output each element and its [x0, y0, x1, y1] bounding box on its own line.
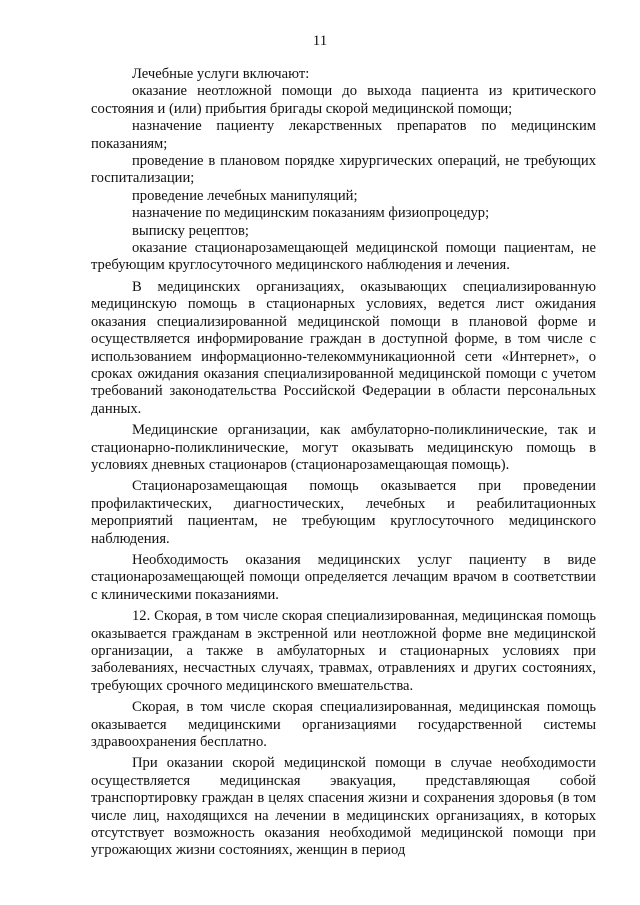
document-body	[91, 66, 596, 860]
paragraph-inpatient-replacement: Стационарозамещающая помощь оказывается при проведении профилактических, диагностических, лечебных и реабилитационных мероприятий пациентам, не требующим круглосуточного медицинского наблюдения.	[91, 478, 596, 547]
paragraph-manipulations: проведение лечебных манипуляций;	[132, 187, 358, 204]
paragraph-day-hospitals: Медицинские организации, как амбулаторно-поликлинические, так и стационарно-поликлинические, могут оказывать медицинскую помощь в условиях дневных стационаров (стационарозамещающая помощь).	[91, 422, 596, 473]
paragraph-day-care: оказание стационарозамещающей медицинской помощи пациентам, не требующим круглосуточного медицинского наблюдения и лечения.	[91, 240, 596, 274]
paragraph-emergency-aid: оказание неотложной помощи до выхода пациента из критического состояния и (или) прибытия бригады скорой медицинской помощи;	[91, 83, 596, 117]
paragraph-waiting-list: В медицинских организациях, оказывающих специализированную медицинскую помощь в стационарных условиях, ведется лист ожидания оказания специализированной медицинской помощи в плановой форме и осуществляется информирование граждан в доступной форме, в том числе с использованием информационно-телекоммуникационной сети «Интернет», о сроках ожидания оказания специализированной медицинской помощи с учетом требований законодательства Российской Федерации в области персональных данных.	[91, 278, 596, 417]
paragraph-necessity: Необходимость оказания медицинских услуг пациенту в виде стационарозамещающей помощи определяется лечащим врачом в соответствии с клиническими показаниями.	[91, 551, 596, 603]
paragraph-ambulance-free: Скорая, в том числе скорая специализированная, медицинская помощь оказывается медицинскими организациями государственной системы здравоохранения бесплатно.	[91, 699, 596, 751]
paragraph-prescriptions: выписку рецептов;	[132, 222, 249, 239]
paragraph-section-12: 12. Скорая, в том числе скорая специализированная, медицинская помощь оказывается гражданам в экстренной или неотложной форме вне медицинской организации, а также в амбулаторных и стационарных условиях при заболеваниях, несчастных случаях, травмах, отравлениях и других состояниях, требующих срочного медицинского вмешательства.	[91, 608, 596, 694]
paragraph-intro: Лечебные услуги включают:	[132, 66, 310, 82]
paragraph-planned-surgery: проведение в плановом порядке хирургических операций, не требующих госпитализации;	[91, 153, 596, 187]
paragraph-medical-evacuation: При оказании скорой медицинской помощи в случае необходимости осуществляется медицинская эвакуация, представляющая собой транспортировку граждан в целях спасения жизни и сохранения здоровья (в том числе лиц, находящихся на лечении в медицинских организациях, в которых отсутствует возможность оказания необходимой медицинской помощи при угрожающих жизни состояниях, женщин в период	[91, 755, 596, 859]
page-number: 11	[312, 33, 328, 49]
paragraph-prescription-drugs: назначение пациенту лекарственных препаратов по медицинским показаниям;	[91, 118, 596, 152]
paragraph-physiotherapy: назначение по медицинским показаниям физиопроцедур;	[132, 205, 490, 222]
